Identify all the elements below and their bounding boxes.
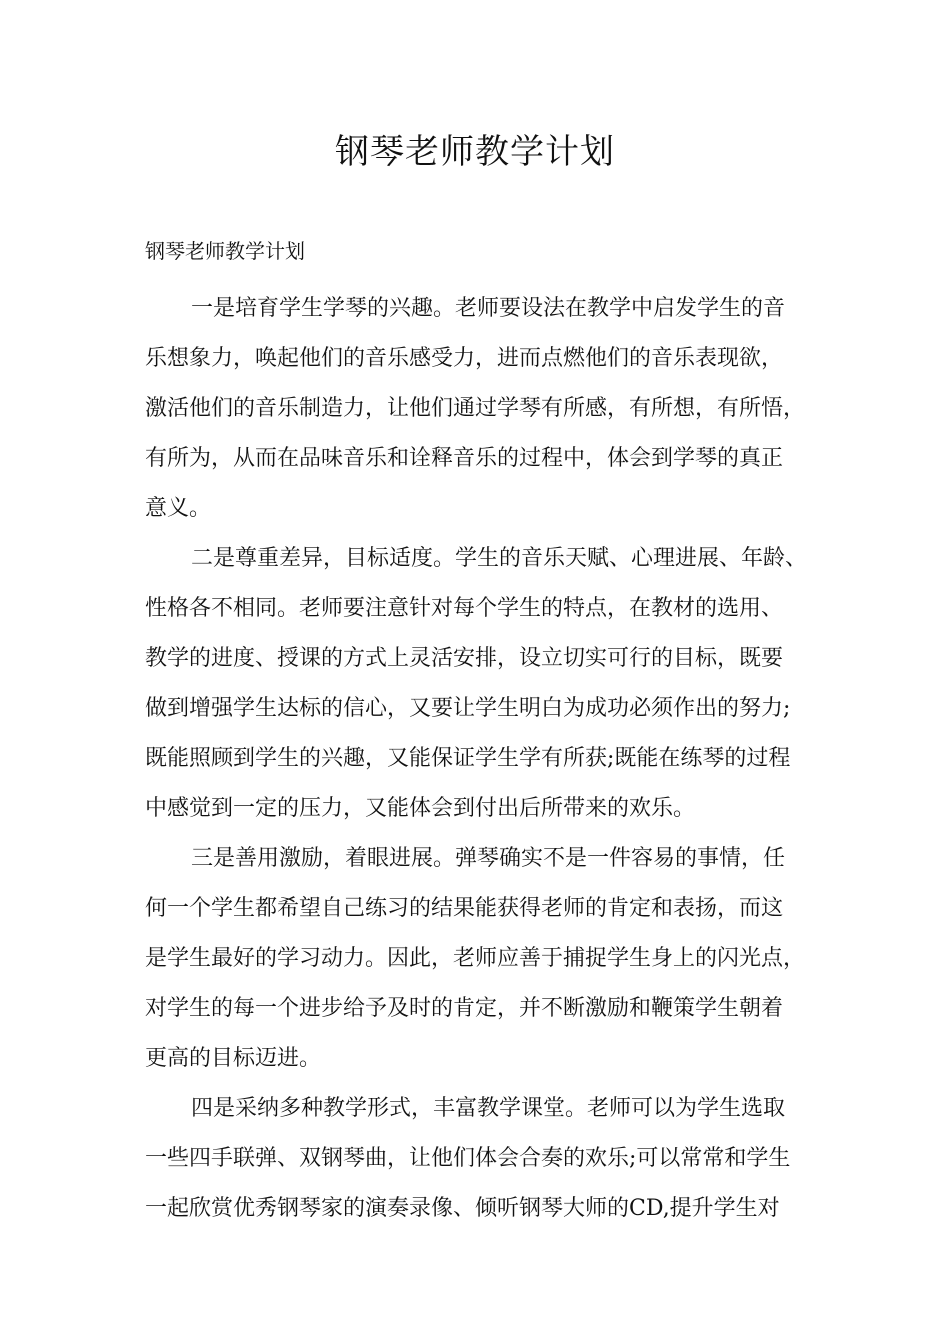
paragraph-line: 一起欣赏优秀钢琴家的演奏录像、倾听钢琴大师的CD,提升学生对 (145, 1196, 780, 1221)
paragraph-line: 一是培育学生学琴的兴趣。老师要设法在教学中启发学生的音 (191, 296, 786, 321)
paragraph-line: 二是尊重差异，目标适度。学生的音乐天赋、心理进展、年龄、 (191, 546, 808, 571)
paragraph (145, 834, 825, 1084)
paragraph-line: 一些四手联弹、双钢琴曲，让他们体会合奏的欢乐;可以常常和学生 (145, 1146, 791, 1171)
paragraph-line: 三是善用激励，着眼进展。弹琴确实不是一件容易的事情，任 (191, 846, 786, 871)
paragraph-line: 是学生最好的学习动力。因此，老师应善于捕捉学生身上的闪光点， (145, 946, 806, 971)
paragraph-line: 更高的目标迈进。 (145, 1046, 322, 1071)
document-subtitle: 钢琴老师教学计划 (145, 239, 305, 263)
paragraph-line: 有所为，从而在品味音乐和诠释音乐的过程中，体会到学琴的真正 (145, 446, 784, 471)
paragraph (145, 534, 825, 834)
paragraph-line: 既能照顾到学生的兴趣，又能保证学生学有所获;既能在练琴的过程 (145, 746, 791, 771)
paragraph (145, 284, 825, 534)
document-body (145, 284, 825, 1234)
paragraph-line: 中感觉到一定的压力，又能体会到付出后所带来的欢乐。 (145, 796, 696, 821)
paragraph-line: 意义。 (145, 496, 212, 521)
paragraph-line: 乐想象力，唤起他们的音乐感受力，进而点燃他们的音乐表现欲， (145, 346, 784, 371)
paragraph-line: 何一个学生都希望自己练习的结果能获得老师的肯定和表扬，而这 (145, 896, 784, 921)
paragraph (145, 1084, 825, 1234)
paragraph-line: 四是采纳多种教学形式，丰富教学课堂。老师可以为学生选取 (191, 1096, 786, 1121)
paragraph-line: 教学的进度、授课的方式上灵活安排，设立切实可行的目标，既要 (145, 646, 784, 671)
paragraph-line: 性格各不相同。老师要注意针对每个学生的特点，在教材的选用、 (145, 596, 784, 621)
document-title: 钢琴老师教学计划 (335, 132, 615, 172)
paragraph-line: 做到增强学生达标的信心，又要让学生明白为成功必须作出的努力; (145, 696, 791, 721)
paragraph-line: 激活他们的音乐制造力，让他们通过学琴有所感，有所想，有所悟， (145, 396, 806, 421)
paragraph-line: 对学生的每一个进步给予及时的肯定，并不断激励和鞭策学生朝着 (145, 996, 784, 1021)
